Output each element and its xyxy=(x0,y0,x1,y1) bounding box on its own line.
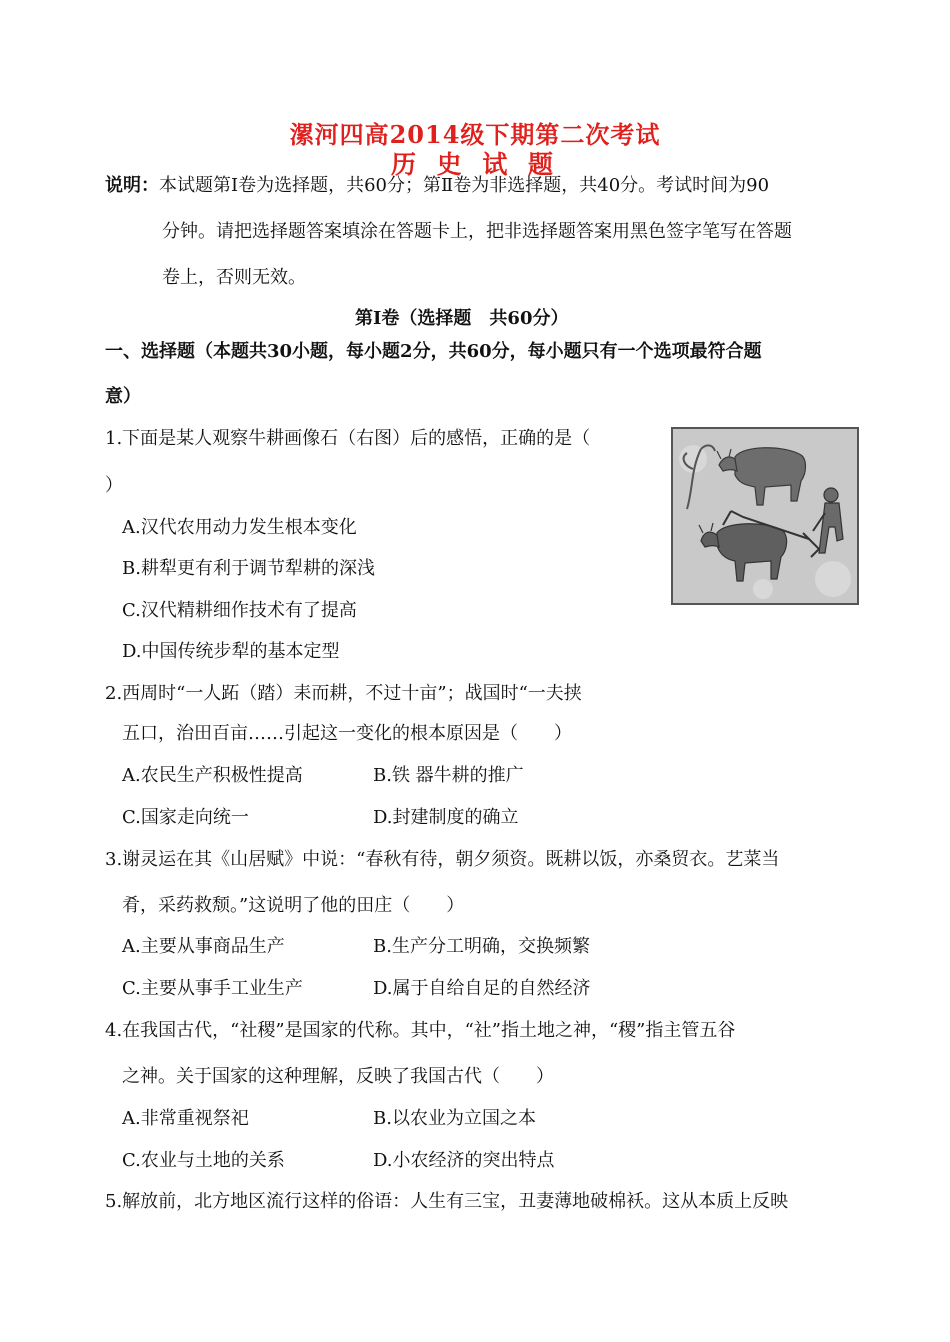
instructions-label: 说明： xyxy=(105,175,159,196)
question-2-option-a: A.农民生产积极性提高 xyxy=(122,765,303,786)
question-4-stem-line-1: 4.在我国古代，“社稷”是国家的代称。其中，“社”指土地之神，“稷”指主管五谷 xyxy=(105,1020,736,1041)
question-1-option-c: C.汉代精耕细作技术有了提高 xyxy=(122,600,357,621)
question-2-option-c: C.国家走向统一 xyxy=(122,807,249,828)
exam-title: 漯河四高2014级下期第二次考试 xyxy=(289,120,661,149)
question-3-stem-line-1: 3.谢灵运在其《山居赋》中说：“春秋有待，朝夕须资。既耕以饭，亦桑贸衣。艺菜当 xyxy=(105,849,780,870)
question-4-option-d: D.小农经济的突出特点 xyxy=(373,1150,555,1171)
question-2-option-d: D.封建制度的确立 xyxy=(373,807,519,828)
question-3-option-c: C.主要从事手工业生产 xyxy=(122,978,303,999)
question-4-stem-line-2: 之神。关于国家的这种理解，反映了我国古代（ ） xyxy=(122,1066,554,1087)
part-title-line-1: 一、选择题（本题共30小题，每小题2分，共60分，每小题只有一个选项最符合题 xyxy=(105,341,762,362)
question-1-option-b: B.耕犁更有利于调节犁耕的深浅 xyxy=(122,558,375,579)
question-1-stem-line-2: ） xyxy=(105,475,123,496)
question-3-option-a: A.主要从事商品生产 xyxy=(122,936,285,957)
question-2-option-b: B.铁 器牛耕的推广 xyxy=(373,765,524,786)
question-4-option-a: A.非常重视祭祀 xyxy=(122,1108,249,1129)
instructions-line-3: 卷上，否则无效。 xyxy=(162,267,306,288)
instructions-line-2: 分钟。请把选择题答案填涂在答题卡上，把非选择题答案用黑色签字笔写在答题 xyxy=(162,221,792,242)
question-5-stem-line-1: 5.解放前，北方地区流行这样的俗语：人生有三宝，丑妻薄地破棉袄。这从本质上反映 xyxy=(105,1191,789,1212)
volume-title: 第Ⅰ卷（选择题 共60分） xyxy=(355,308,569,329)
question-4-option-b: B.以农业为立国之本 xyxy=(373,1108,536,1129)
instructions-line-1: 本试题第Ⅰ卷为选择题，共60分；第Ⅱ卷为非选择题，共40分。考试时间为90 xyxy=(159,175,770,196)
question-3-option-d: D.属于自给自足的自然经济 xyxy=(373,978,591,999)
question-1-stem-line-1: 1.下面是某人观察牛耕画像石（右图）后的感悟，正确的是（ xyxy=(105,428,591,449)
instructions xyxy=(105,174,769,198)
question-2-stem-line-2: 五口，治田百亩……引起这一变化的根本原因是（ ） xyxy=(122,723,572,744)
question-3-stem-line-2: 肴，采药救颓。”这说明了他的田庄（ ） xyxy=(122,895,465,916)
question-4-option-c: C.农业与土地的关系 xyxy=(122,1150,285,1171)
ox-plowing-relief-image xyxy=(671,427,859,605)
question-2-stem-line-1: 2.西周时“一人跖（踏）耒而耕，不过十亩”；战国时“一夫挟 xyxy=(105,683,582,704)
question-1-option-d: D.中国传统步犁的基本定型 xyxy=(122,641,340,662)
exam-subject: 历 史 试 题 xyxy=(390,150,560,179)
part-title-line-2: 意） xyxy=(105,386,141,407)
question-1-option-a: A.汉代农用动力发生根本变化 xyxy=(122,517,357,538)
ox-plowing-drawing xyxy=(673,429,857,603)
question-3-option-b: B.生产分工明确，交换频繁 xyxy=(373,936,590,957)
